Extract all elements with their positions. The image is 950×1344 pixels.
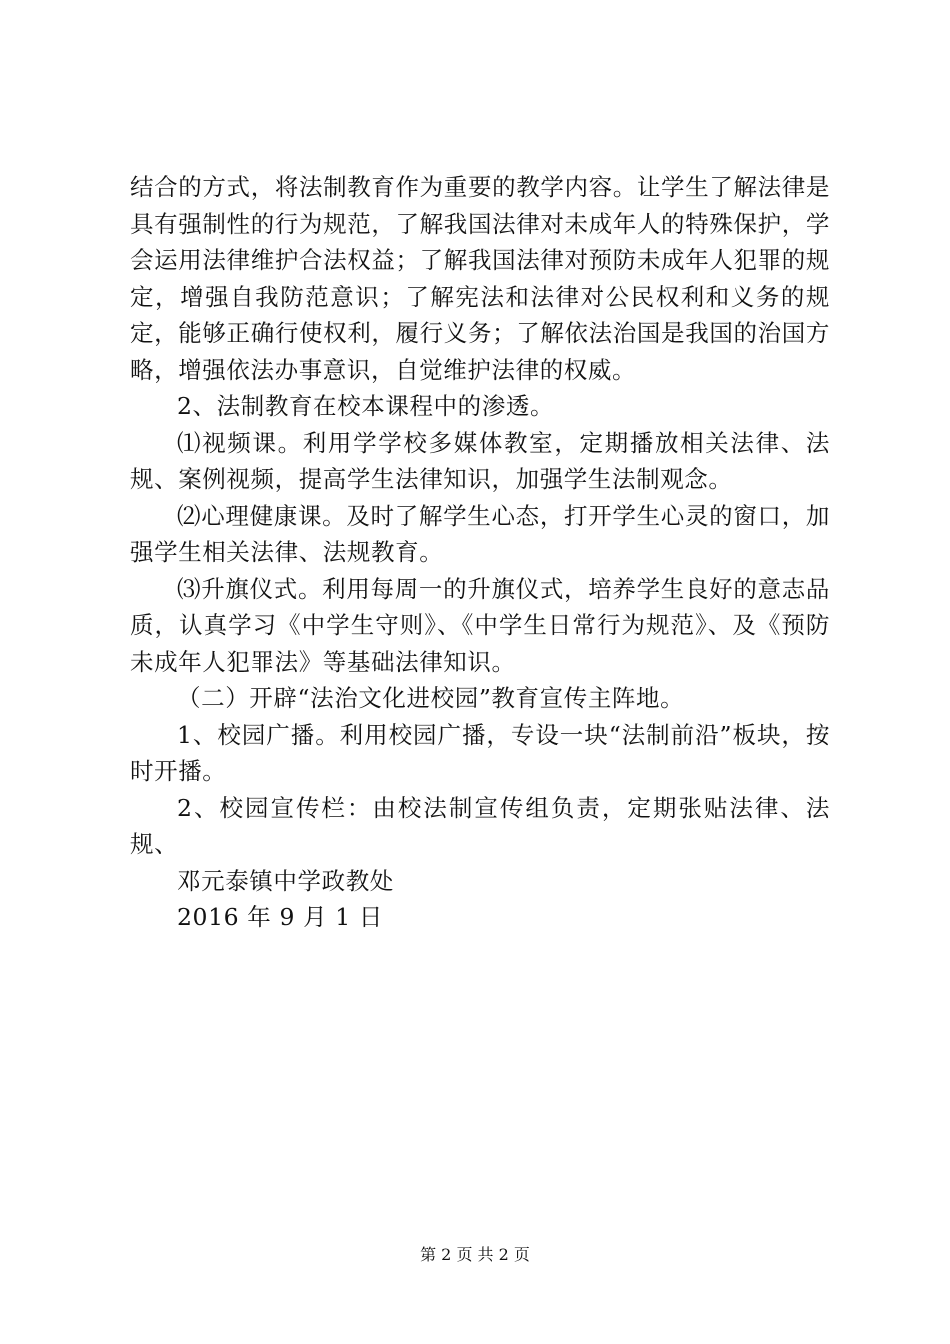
signature-office: 邓元泰镇中学政教处 — [177, 866, 394, 895]
paragraph-school-curriculum-heading: 2、法制教育在校本课程中的渗透。 — [177, 392, 555, 420]
paragraph-campus-broadcast: 1、校园广播。利用校园广播，专设一块“法制前沿”板块，按时开播。 — [130, 720, 830, 785]
paragraph-video-class: ⑴视频课。利用学学校多媒体教室，定期播放相关法律、法规、案例视频，提高学生法律知识，加强学生法制观念。 — [130, 428, 830, 493]
paragraph-law-education-content: 结合的方式，将法制教育作为重要的教学内容。让学生了解法律是具有强制性的行为规范，了解我国法律对未成年人的特殊保护，学会运用法律维护合法权益；了解我国法律对预防未成年人犯罪的规定，增强自我防范意识；了解宪法和法律对公民权利和义务的规定，能够正确行使权利，履行义务；了解依法治国是我国的治国方略，增强依法办事意识，自觉维护法律的权威。 — [130, 173, 830, 384]
paragraph-campus-bulletin-board: 2、校园宣传栏：由校法制宣传组负责，定期张贴法律、法规、 — [130, 793, 830, 858]
document-body — [130, 169, 830, 936]
paragraph-section-two-heading: （二）开辟“法治文化进校园”教育宣传主阵地。 — [177, 684, 685, 712]
paragraph-mental-health-class: ⑵心理健康课。及时了解学生心态，打开学生心灵的窗口，加强学生相关法律、法规教育。 — [130, 501, 830, 566]
signature-date: 2016 年 9 月 1 日 — [177, 903, 383, 931]
page-indicator: 第 2 页 共 2 页 — [420, 1245, 530, 1264]
paragraph-flag-raising-ceremony: ⑶升旗仪式。利用每周一的升旗仪式，培养学生良好的意志品质，认真学习《中学生守则》、《中学生日常行为规范》、及《预防未成年人犯罪法》等基础法律知识。 — [130, 574, 830, 676]
page-footer — [0, 1245, 950, 1265]
